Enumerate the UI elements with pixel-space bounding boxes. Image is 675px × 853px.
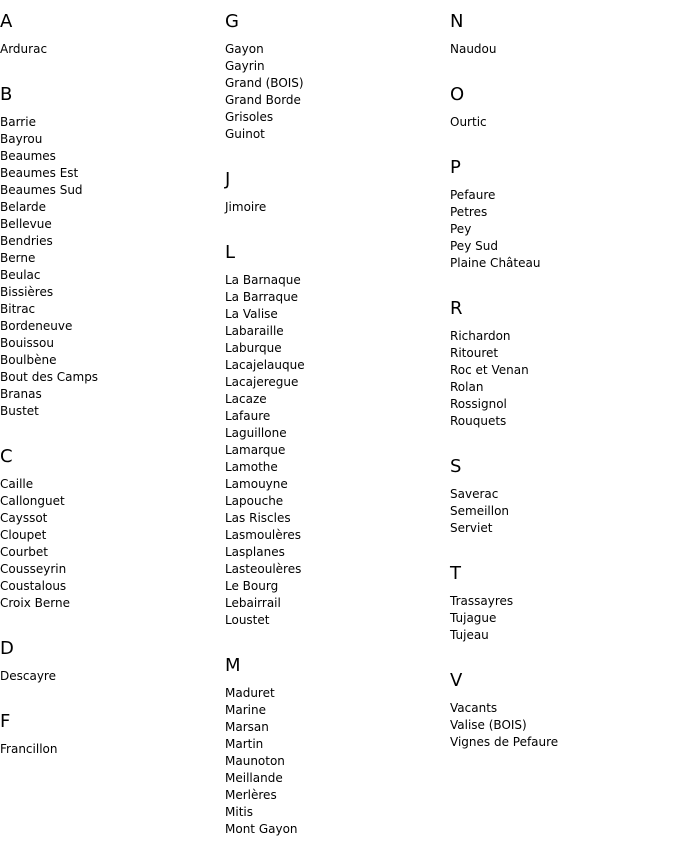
place-name: Valise (BOIS) [450, 718, 527, 732]
letter-group [225, 169, 445, 231]
letter-heading: A [0, 11, 13, 32]
place-list [0, 668, 220, 685]
place-name: Martin [225, 737, 264, 751]
place-list [0, 41, 220, 58]
group-spacer [450, 58, 670, 73]
group-spacer [450, 272, 670, 287]
place-name: Lafaure [225, 409, 271, 423]
place-name: Ourtic [450, 115, 487, 129]
place-name: Lasteoulères [225, 562, 302, 576]
place-name: Laburque [225, 341, 282, 355]
letter-heading: C [0, 446, 13, 467]
place-name: Gayrin [225, 59, 265, 73]
place-name: Semeillon [450, 504, 510, 518]
place-name: Labaraille [225, 324, 284, 338]
place-list [450, 593, 670, 644]
place-name: Caille [0, 477, 34, 491]
place-name: Bordeneuve [0, 319, 73, 333]
place-name: Berne [0, 251, 36, 265]
letter-group [450, 157, 670, 287]
place-name: Lasplanes [225, 545, 285, 559]
place-name: Pey [450, 222, 472, 236]
letter-heading: R [450, 298, 463, 319]
group-spacer [225, 143, 445, 158]
place-name: Beulac [0, 268, 41, 282]
place-name: Plaine Château [450, 256, 541, 270]
place-name: Callonguet [0, 494, 65, 508]
place-name: Lapouche [225, 494, 284, 508]
group-spacer [450, 537, 670, 552]
letter-group [0, 711, 220, 773]
place-name: Le Bourg [225, 579, 279, 593]
place-name: Branas [0, 387, 42, 401]
group-spacer [450, 644, 670, 659]
place-name: Francillon [0, 742, 58, 756]
place-name: Lamothe [225, 460, 278, 474]
letter-heading: O [450, 84, 465, 105]
place-list [0, 741, 220, 758]
place-name: Jimoire [225, 200, 267, 214]
place-name: Belarde [0, 200, 47, 214]
letter-group [450, 84, 670, 146]
group-spacer [450, 430, 670, 445]
place-name: Naudou [450, 42, 497, 56]
place-name: Richardon [450, 329, 511, 343]
letter-group [450, 298, 670, 445]
place-name: Bouissou [0, 336, 54, 350]
place-name: Bissières [0, 285, 54, 299]
group-spacer [225, 838, 445, 853]
letter-heading: D [0, 638, 14, 659]
letter-group [0, 11, 220, 73]
place-name: Loustet [225, 613, 270, 627]
letter-heading: V [450, 670, 463, 691]
place-list [0, 476, 220, 612]
place-name: Lacaze [225, 392, 267, 406]
place-name: Lasmoulères [225, 528, 301, 542]
group-spacer [0, 685, 220, 700]
place-name: Lacajelauque [225, 358, 305, 372]
letter-heading: M [225, 655, 241, 676]
place-name: Rossignol [450, 397, 507, 411]
place-list [450, 700, 670, 751]
letter-group [0, 638, 220, 700]
place-name: Pefaure [450, 188, 496, 202]
place-name: Petres [450, 205, 488, 219]
place-name: Cloupet [0, 528, 47, 542]
place-name: Gayon [225, 42, 264, 56]
place-name: Lebairrail [225, 596, 281, 610]
letter-group [450, 670, 670, 766]
letter-group [0, 446, 220, 627]
place-name: Vignes de Pefaure [450, 735, 559, 749]
letter-group [450, 563, 670, 659]
place-name: Tujague [450, 611, 497, 625]
group-spacer [225, 629, 445, 644]
place-name: Merlères [225, 788, 277, 802]
place-name: Descayre [0, 669, 56, 683]
place-name: Tujeau [450, 628, 489, 642]
index-column-1 [0, 0, 220, 773]
letter-heading: P [450, 157, 461, 178]
place-name: Beaumes Sud [0, 183, 83, 197]
letter-group [450, 456, 670, 552]
place-name: Trassayres [450, 594, 514, 608]
place-name: Bitrac [0, 302, 36, 316]
place-name: Lacajeregue [225, 375, 299, 389]
place-list [450, 486, 670, 537]
place-name: Maunoton [225, 754, 285, 768]
place-name: Pey Sud [450, 239, 498, 253]
place-list [0, 114, 220, 420]
place-name: Guinot [225, 127, 265, 141]
place-name: Cousseyrin [0, 562, 67, 576]
letter-group [0, 84, 220, 435]
place-name: Beaumes [0, 149, 56, 163]
place-name: Marine [225, 703, 266, 717]
place-name: Grisoles [225, 110, 274, 124]
place-list [225, 199, 445, 216]
letter-heading: F [0, 711, 11, 732]
letter-group [450, 11, 670, 73]
place-name: Rolan [450, 380, 484, 394]
group-spacer [225, 216, 445, 231]
place-name: Bendries [0, 234, 53, 248]
place-list [225, 272, 445, 629]
place-name: La Barnaque [225, 273, 301, 287]
letter-heading: T [450, 563, 461, 584]
group-spacer [450, 131, 670, 146]
index-column-3 [450, 0, 670, 766]
letter-group [225, 242, 445, 644]
place-list [450, 41, 670, 58]
letter-heading: S [450, 456, 462, 477]
place-name: Vacants [450, 701, 498, 715]
place-name: Bout des Camps [0, 370, 99, 384]
letter-heading: N [450, 11, 464, 32]
letter-group [225, 655, 445, 853]
place-name: Ritouret [450, 346, 499, 360]
place-name: Serviet [450, 521, 493, 535]
place-name: Mont Gayon [225, 822, 298, 836]
place-name: Cayssot [0, 511, 48, 525]
place-name: Grand (BOIS) [225, 76, 304, 90]
letter-heading: J [225, 169, 231, 190]
place-name: Las Riscles [225, 511, 291, 525]
place-name: Lamarque [225, 443, 286, 457]
place-name: Boulbène [0, 353, 57, 367]
letter-heading: L [225, 242, 236, 263]
place-list [225, 685, 445, 838]
place-name: Grand Borde [225, 93, 301, 107]
place-name: La Barraque [225, 290, 299, 304]
place-name: Saverac [450, 487, 499, 501]
place-list [225, 41, 445, 143]
place-name: Barrie [0, 115, 36, 129]
place-name: Lamouyne [225, 477, 288, 491]
place-list [450, 187, 670, 272]
letter-group [225, 11, 445, 158]
place-name: Rouquets [450, 414, 507, 428]
group-spacer [0, 420, 220, 435]
place-name: Meillande [225, 771, 283, 785]
place-name: Laguillone [225, 426, 287, 440]
place-name: Ardurac [0, 42, 48, 56]
group-spacer [0, 58, 220, 73]
letter-heading: B [0, 84, 13, 105]
place-name: Marsan [225, 720, 269, 734]
place-name: Coustalous [0, 579, 67, 593]
place-name: La Valise [225, 307, 278, 321]
group-spacer [450, 751, 670, 766]
place-name: Bustet [0, 404, 39, 418]
index-column-2 [225, 0, 445, 853]
place-name: Courbet [0, 545, 48, 559]
letter-heading: G [225, 11, 239, 32]
place-name: Beaumes Est [0, 166, 79, 180]
group-spacer [0, 758, 220, 773]
place-name: Mitis [225, 805, 253, 819]
place-name: Croix Berne [0, 596, 70, 610]
place-name: Roc et Venan [450, 363, 529, 377]
place-list [450, 328, 670, 430]
place-name: Bayrou [0, 132, 43, 146]
group-spacer [0, 612, 220, 627]
place-list [450, 114, 670, 131]
place-name: Maduret [225, 686, 275, 700]
place-name: Bellevue [0, 217, 52, 231]
